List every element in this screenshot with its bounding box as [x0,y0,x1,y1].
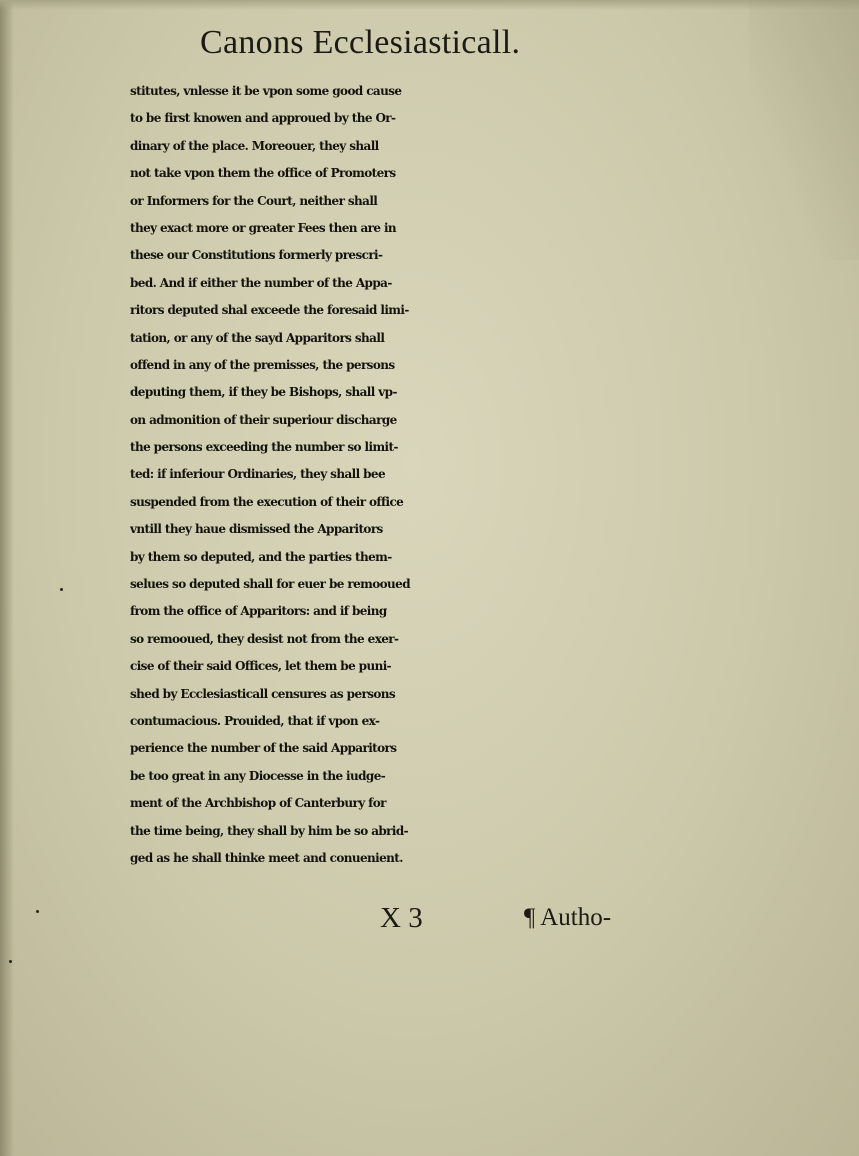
text-line: contumacious. Prouided, that if vpon ex- [130,713,380,728]
page-corner-shadow [749,0,859,260]
text-line: vntill they haue dismissed the Apparitors [130,522,383,537]
text-line: ment of the Archbishop of Canterbury for [130,796,386,811]
text-line: on admonition of their superiour discharge [130,412,397,427]
text-line: the persons exceeding the number so limit- [130,440,398,455]
text-line: the time being, they shall by him be so abrid- [130,823,409,838]
page-top-shadow [0,0,859,10]
ink-speck [9,960,12,963]
text-line: cise of their said Offices, let them be puni- [130,659,392,674]
text-line: deputing them, if they be Bishops, shall vp- [130,385,397,400]
text-line: shed by Ecclesiasticall censures as persons [130,686,396,701]
text-line: ritors deputed shal exceede the foresaid limi- [130,303,409,318]
text-line: be too great in any Diocesse in the iudge- [130,768,386,783]
text-line: ted: if inferiour Ordinaries, they shall bee [130,467,385,482]
body-text [130,78,650,872]
running-head: Canons Ecclesiasticall. [200,24,521,61]
text-line: they exact more or greater Fees then are in [130,220,397,235]
text-line: ged as he shall thinke meet and conuenient. [130,850,403,865]
text-line: suspended from the execution of their office [130,494,404,509]
text-line: selues so deputed shall for euer be remooued [130,577,410,592]
text-line: to be first knowen and approued by the Or- [130,111,396,126]
text-line: not take vpon them the office of Promoters [130,166,396,181]
text-line: so remooued, they desist not from the exer- [130,631,399,646]
text-line: these our Constitutions formerly prescri- [130,248,383,263]
text-line: from the office of Apparitors: and if being [130,604,387,619]
text-line: dinary of the place. Moreouer, they shall [130,138,379,153]
signature-mark: X 3 [380,902,423,934]
catchword: ¶ Autho- [524,904,612,931]
text-line: bed. And if either the number of the Appa- [130,275,392,290]
ink-speck [36,910,39,913]
text-line: tation, or any of the sayd Apparitors shall [130,330,385,345]
text-line: or Informers for the Court, neither shall [130,193,378,208]
text-line: perience the number of the said Apparitors [130,741,397,756]
text-line: offend in any of the premisses, the persons [130,357,395,372]
page-edge-shadow [0,0,14,1156]
text-line: by them so deputed, and the parties them- [130,549,392,564]
ink-speck [60,588,63,591]
text-line: stitutes, vnlesse it be vpon some good cause [130,84,402,98]
